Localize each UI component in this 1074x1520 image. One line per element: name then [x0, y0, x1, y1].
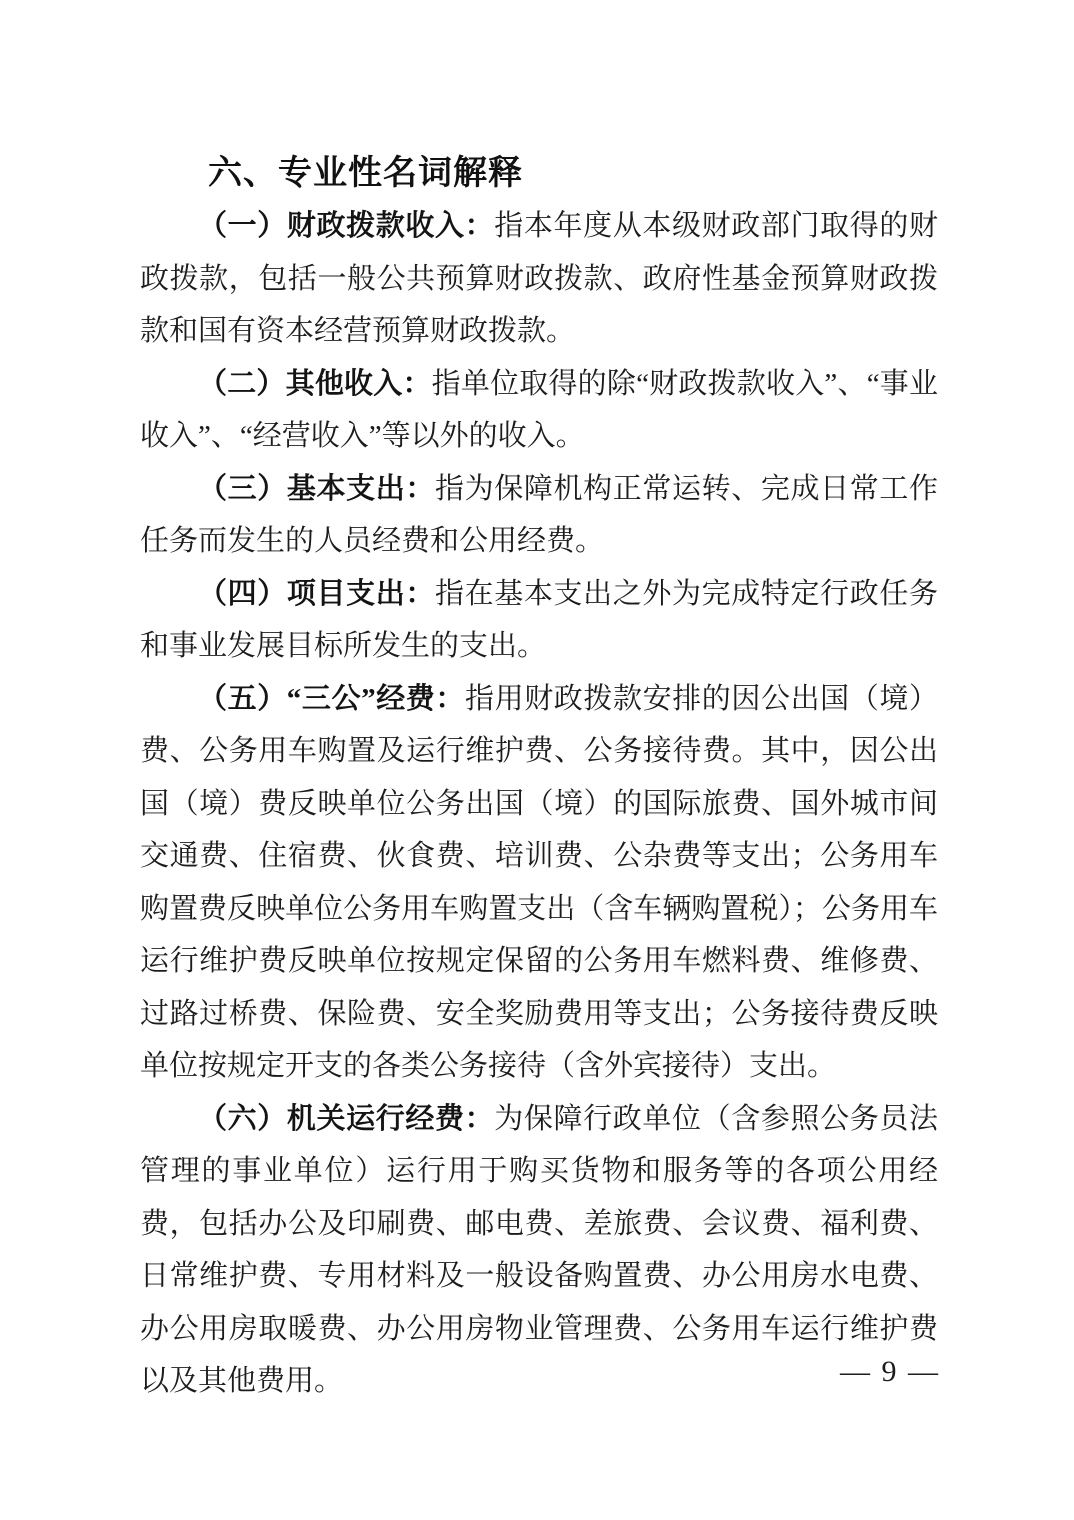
definition-paragraph-5 — [140, 673, 938, 1093]
definition-paragraph-6 — [140, 1093, 938, 1408]
definition-text: 指为保障机构正常运转、完成日常工作任务而发生的人员经费和公用经费。 — [140, 472, 938, 557]
definition-term: （二）其他收入： — [198, 367, 432, 400]
definition-text: 指用财政拨款安排的因公出国（境）费、公务用车购置及运行维护费、公务接待费。其中，因公出国（境）费反映单位公务出国（境）的国际旅费、国外城市间交通费、住宿费、伙食费、培训费、公杂费等支出；公务用车购置费反映单位公务用车购置支出（含车辆购置税）；公务用车运行维护费反映单位按规定保留的公务用车燃料费、维修费、过路过桥费、保险费、安全奖励费用等支出；公务接待费反映单位按规定开支的各类公务接待（含外宾接待）支出。 — [140, 682, 938, 1082]
definition-paragraph-4 — [140, 568, 938, 673]
definition-term: （一）财政拨款收入： — [198, 210, 495, 242]
definition-paragraph-3 — [140, 463, 938, 568]
definition-term: （四）项目支出： — [198, 577, 435, 610]
definition-term: （五）“三公”经费： — [198, 682, 465, 715]
section-heading: 六、专业性名词解释 — [208, 154, 523, 192]
definition-text: 为保障行政单位（含参照公务员法管理的事业单位）运行用于购买货物和服务等的各项公用经费，包括办公及印刷费、邮电费、差旅费、会议费、福利费、日常维护费、专用材料及一般设备购置费、办公用房水电费、办公用房取暖费、办公用房物业管理费、公务用车运行维护费以及其他费用。 — [140, 1102, 938, 1397]
definition-term: （三）基本支出： — [198, 472, 435, 505]
definition-paragraph-1 — [140, 200, 938, 358]
definition-text: 指在基本支出之外为完成特定行政任务和事业发展目标所发生的支出。 — [140, 577, 938, 662]
definition-term: （六）机关运行经费： — [198, 1102, 495, 1135]
definition-text: 指单位取得的除“财政拨款收入”、“事业收入”、“经营收入”等以外的收入。 — [140, 367, 938, 452]
document-body — [140, 146, 938, 1408]
page-number: — 9 — — [840, 1355, 940, 1388]
definition-paragraph-2 — [140, 358, 938, 463]
definition-text: 指本年度从本级财政部门取得的财政拨款，包括一般公共预算财政拨款、政府性基金预算财政拨款和国有资本经营预算财政拨款。 — [140, 210, 938, 347]
